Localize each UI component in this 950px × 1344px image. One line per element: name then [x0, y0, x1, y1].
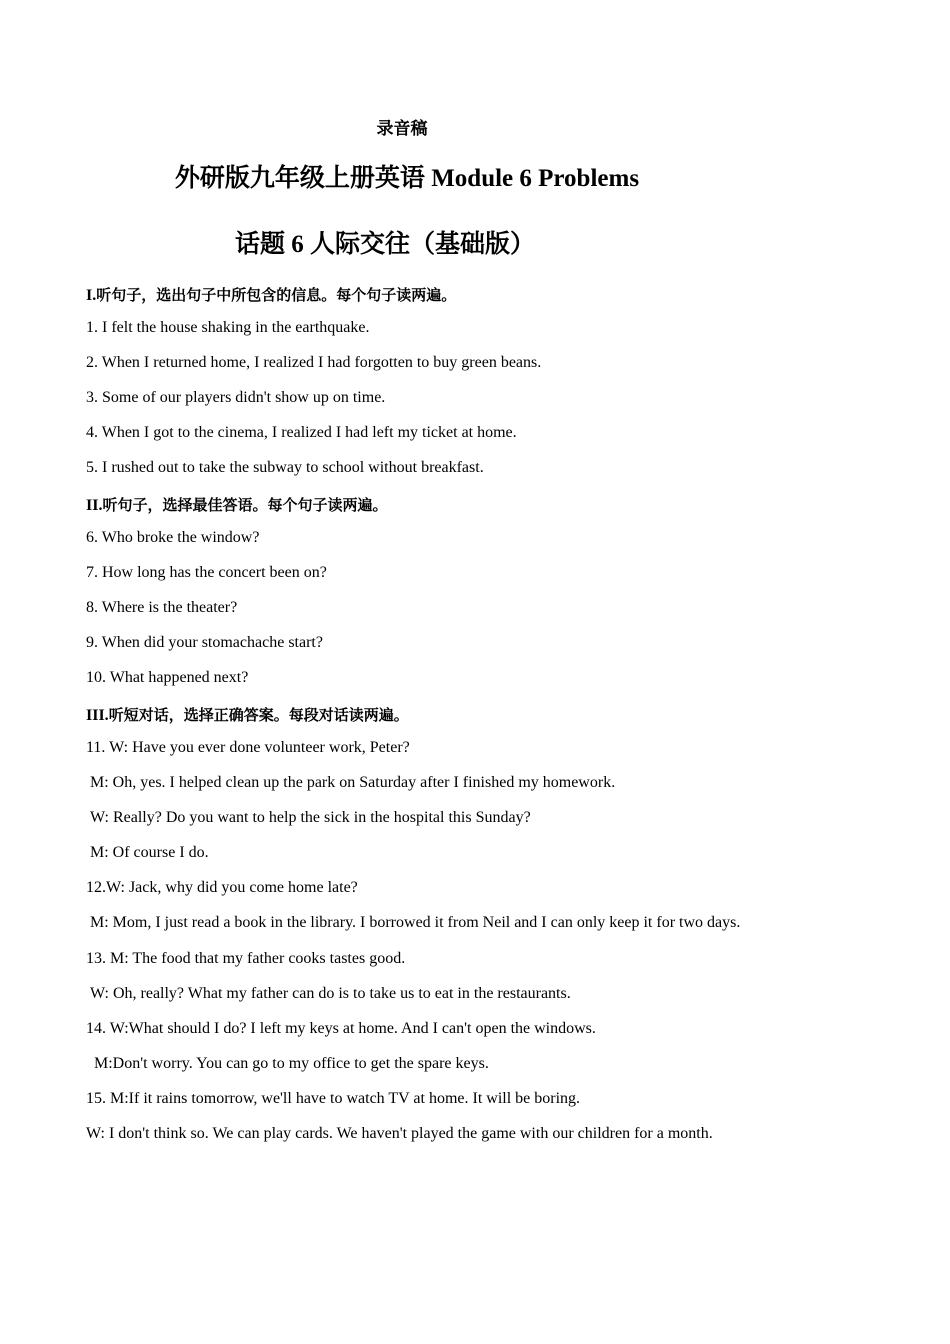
subtitle-topic: 话题	[234, 229, 285, 258]
transcript-line: 9. When did your stomachache start?	[86, 634, 323, 651]
section-1-numeral: I.	[86, 287, 97, 304]
section-1-heading	[86, 284, 456, 305]
document-subtitle	[0, 224, 770, 260]
transcript-line: M: Oh, yes. I helped clean up the park on Saturday after I finished my homework.	[90, 774, 616, 791]
transcript-line: 5. I rushed out to take the subway to school without breakfast.	[86, 459, 484, 476]
transcript-line: 1. I felt the house shaking in the earthquake.	[86, 319, 370, 336]
transcript-line: 2. When I returned home, I realized I had forgotten to buy green beans.	[86, 354, 542, 371]
transcript-line: 12.W: Jack, why did you come home late?	[86, 879, 358, 896]
title-english: Module 6 Problems	[431, 165, 640, 192]
transcript-line: 13. M: The food that my father cooks tastes good.	[86, 950, 406, 967]
subtitle-number: 6	[291, 231, 304, 258]
transcript-line: 3. Some of our players didn't show up on time.	[86, 389, 386, 406]
transcript-line: W: Oh, really? What my father can do is to take us to eat in the restaurants.	[90, 985, 571, 1002]
section-1-instruction: 听句子，选出句子中所包含的信息。每个句子读两遍。	[96, 286, 457, 304]
transcript-line: 8. Where is the theater?	[86, 599, 238, 616]
document-title	[0, 158, 814, 194]
transcript-line: 14. W:What should I do? I left my keys at home. And I can't open the windows.	[86, 1020, 596, 1037]
section-2-instruction: 听句子，选择最佳答语。每个句子读两遍。	[102, 496, 388, 514]
section-3-instruction: 听短对话，选择正确答案。每段对话读两遍。	[108, 706, 409, 724]
transcript-line: W: I don't think so. We can play cards. We haven't played the game with our children for a month.	[86, 1125, 713, 1142]
section-3-heading	[86, 704, 409, 725]
transcript-line: M:Don't worry. You can go to my office to get the spare keys.	[94, 1055, 489, 1072]
transcript-line: W: Really? Do you want to help the sick in the hospital this Sunday?	[90, 809, 531, 826]
section-2-numeral: II.	[86, 497, 103, 514]
transcript-line: 10. What happened next?	[86, 669, 249, 686]
transcript-line: 15. M:If it rains tomorrow, we'll have to watch TV at home. It will be boring.	[86, 1090, 581, 1107]
document-label: 录音稿	[376, 119, 428, 139]
section-2-heading	[86, 494, 387, 515]
transcript-line: M: Of course I do.	[90, 844, 209, 861]
transcript-line: 11. W: Have you ever done volunteer work, Peter?	[86, 739, 410, 756]
title-chinese: 外研版九年级上册英语	[174, 163, 425, 192]
transcript-line: 4. When I got to the cinema, I realized I had left my ticket at home.	[86, 424, 517, 441]
subtitle-theme: 人际交往（基础版）	[310, 229, 536, 258]
transcript-line: M: Mom, I just read a book in the library. I borrowed it from Neil and I can only keep it for two days.	[90, 914, 741, 931]
transcript-line: 6. Who broke the window?	[86, 529, 260, 546]
transcript-line: 7. How long has the concert been on?	[86, 564, 327, 581]
section-3-numeral: III.	[86, 707, 109, 724]
